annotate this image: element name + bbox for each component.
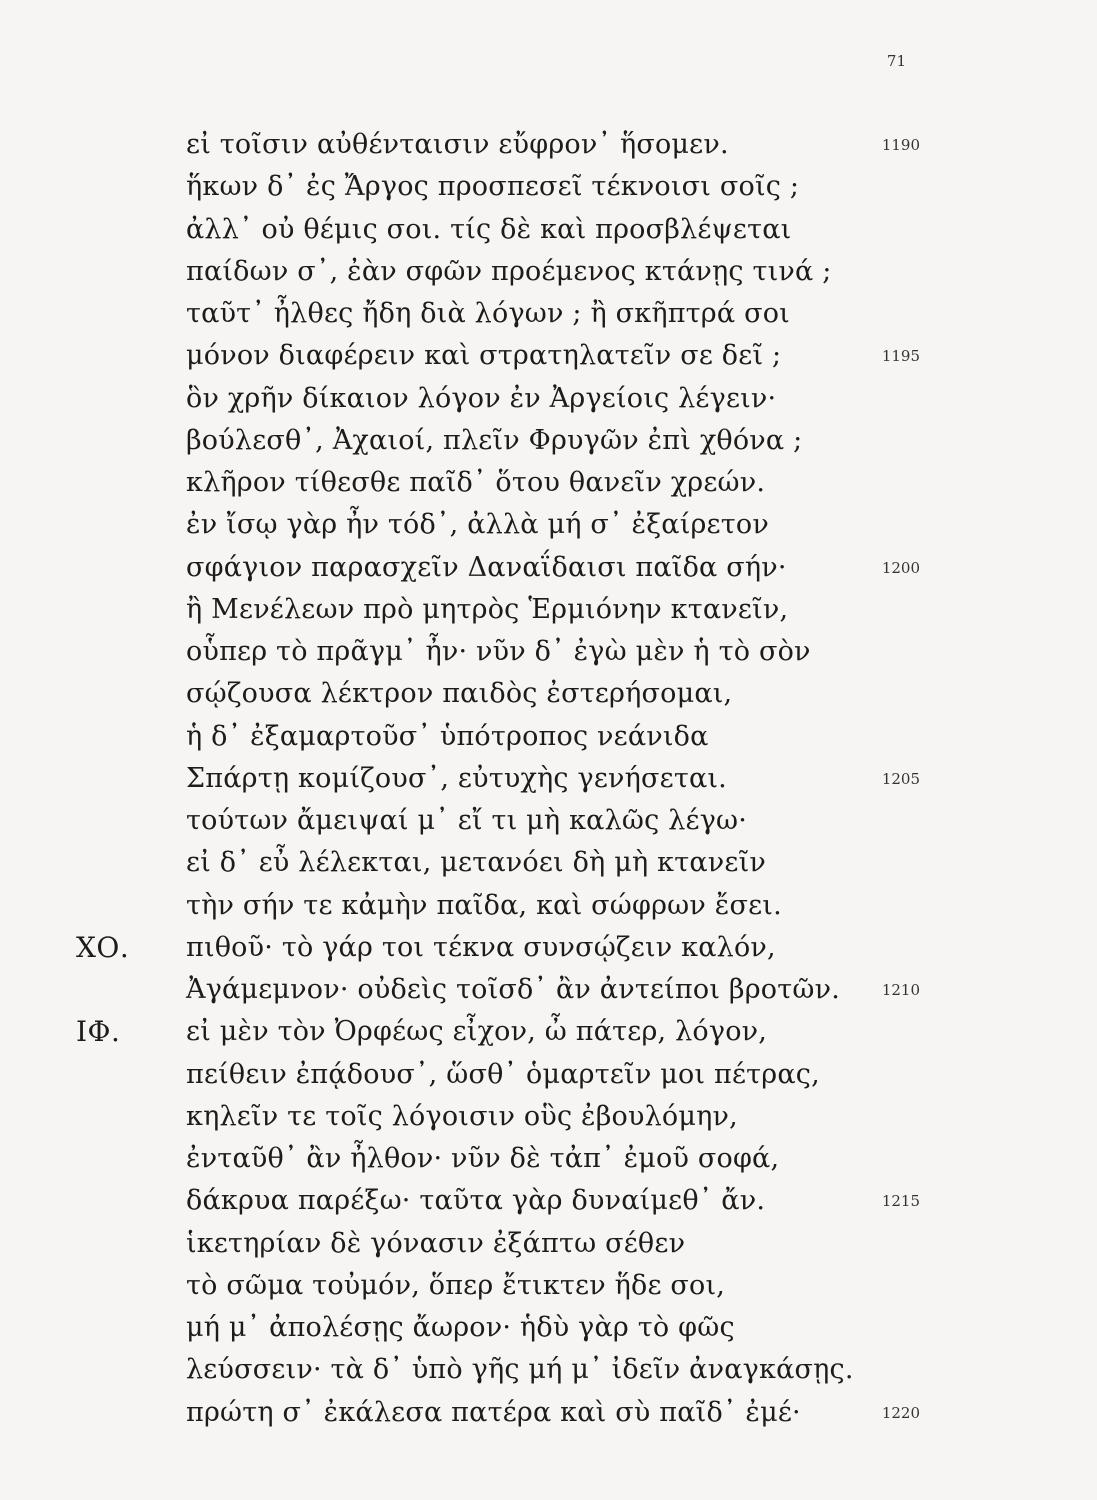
line-number: 1215 xyxy=(881,1192,920,1211)
verse-text: Ἀγάμεμνον· οὐδεὶς τοῖσδ᾽ ἂν ἀντείποι βροτῶν. xyxy=(186,974,840,1005)
verse-text: βούλεσθ᾽, Ἀχαιοί, πλεῖν Φρυγῶν ἐπὶ χθόνα ; xyxy=(186,424,803,456)
verse-line xyxy=(0,927,1097,969)
verse-text: ἐνταῦθ᾽ ἂν ἦλθον· νῦν δὲ τἀπ᾽ ἐμοῦ σοφά, xyxy=(186,1143,780,1174)
verse-line xyxy=(0,251,1097,293)
verse-text: εἰ δ᾽ εὖ λέλεκται, μετανόει δὴ μὴ κτανεῖν xyxy=(186,847,766,879)
verse-line xyxy=(0,1180,1097,1222)
verse-line xyxy=(0,800,1097,842)
verse-text: εἰ τοῖσιν αὐθένταισιν εὔφρον᾽ ἥσομεν. xyxy=(186,129,729,160)
verse-line xyxy=(0,758,1097,800)
verse-line xyxy=(0,504,1097,546)
verse-line xyxy=(0,842,1097,884)
verse-block xyxy=(0,124,1097,1434)
verse-line xyxy=(0,1392,1097,1434)
verse-line xyxy=(0,335,1097,377)
verse-line xyxy=(0,673,1097,715)
verse-line xyxy=(0,166,1097,208)
verse-text: ἥκων δ᾽ ἐς Ἄργος προσπεσεῖ τέκνοισι σοῖς ; xyxy=(186,171,800,203)
verse-line xyxy=(0,378,1097,420)
verse-text: εἰ μὲν τὸν Ὀρφέως εἶχον, ὦ πάτερ, λόγον, xyxy=(186,1016,768,1048)
verse-line xyxy=(0,969,1097,1011)
verse-text: παίδων σ᾽, ἐὰν σφῶν προέμενος κτάνῃς τινά ; xyxy=(186,255,832,287)
verse-text: πρώτη σ᾽ ἐκάλεσα πατέρα καὶ σὺ παῖδ᾽ ἐμέ· xyxy=(186,1396,801,1428)
line-number: 1190 xyxy=(881,136,920,154)
speaker-label: ΙΦ. xyxy=(76,1015,121,1049)
verse-line xyxy=(0,1138,1097,1180)
verse-line xyxy=(0,420,1097,462)
verse-text: πιθοῦ· τὸ γάρ τοι τέκνα συνσῴζειν καλόν, xyxy=(186,931,776,963)
verse-text: σῴζουσα λέκτρον παιδὸς ἐστερήσομαι, xyxy=(186,678,733,710)
line-number: 1220 xyxy=(881,1403,920,1422)
verse-text: οὗπερ τὸ πρᾶγμ᾽ ἦν· νῦν δ᾽ ἐγὼ μὲν ἡ τὸ σὸν xyxy=(186,636,811,667)
verse-text: ἡ δ᾽ ἐξαμαρτοῦσ᾽ ὑπότροπος νεάνιδα xyxy=(186,720,709,752)
verse-line xyxy=(0,1307,1097,1349)
verse-line xyxy=(0,1223,1097,1265)
line-number: 1205 xyxy=(881,769,920,788)
verse-line xyxy=(0,1349,1097,1391)
speaker-label: ΧΟ. xyxy=(76,930,130,964)
verse-line xyxy=(0,124,1097,166)
verse-text: τούτων ἄμειψαί μ᾽ εἴ τι μὴ καλῶς λέγω· xyxy=(186,805,748,836)
verse-text: τὴν σήν τε κἀμὴν παῖδα, καὶ σώφρων ἔσει. xyxy=(186,889,782,921)
verse-text: τὸ σῶμα τοὐμόν, ὅπερ ἔτικτεν ἥδε σοι, xyxy=(186,1269,726,1301)
verse-text: ἀλλ᾽ οὐ θέμις σοι. τίς δὲ καὶ προσβλέψεται xyxy=(186,213,792,245)
verse-line xyxy=(0,885,1097,927)
verse-line xyxy=(0,1096,1097,1138)
verse-line xyxy=(0,462,1097,504)
verse-line xyxy=(0,631,1097,673)
verse-line xyxy=(0,209,1097,251)
verse-text: ἐν ἴσῳ γὰρ ἦν τόδ᾽, ἀλλὰ μή σ᾽ ἐξαίρετον xyxy=(186,509,769,541)
verse-line xyxy=(0,293,1097,335)
verse-line xyxy=(0,547,1097,589)
line-number: 1210 xyxy=(881,981,920,999)
verse-text: μόνον διαφέρειν καὶ στρατηλατεῖν σε δεῖ ; xyxy=(186,340,782,372)
verse-text: ἱκετηρίαν δὲ γόνασιν ἐξάπτω σέθεν xyxy=(186,1227,686,1259)
verse-text: ταῦτ᾽ ἦλθες ἤδη διὰ λόγων ; ἢ σκῆπτρά σοι xyxy=(186,298,790,329)
verse-text: κλῆρον τίθεσθε παῖδ᾽ ὅτου θανεῖν χρεών. xyxy=(186,467,766,498)
verse-text: λεύσσειν· τὰ δ᾽ ὑπὸ γῆς μή μ᾽ ἰδεῖν ἀναγκάσῃς. xyxy=(186,1354,854,1386)
verse-text: Σπάρτῃ κομίζουσ᾽, εὐτυχὴς γενήσεται. xyxy=(186,762,727,794)
verse-line xyxy=(0,1054,1097,1096)
verse-text: κηλεῖν τε τοῖς λόγοισιν οὓς ἐβουλόμην, xyxy=(186,1100,738,1132)
verse-text: μή μ᾽ ἀπολέσῃς ἄωρον· ἡδὺ γὰρ τὸ φῶς xyxy=(186,1312,735,1343)
verse-text: πείθειν ἐπᾴδουσ᾽, ὥσθ᾽ ὁμαρτεῖν μοι πέτρας, xyxy=(186,1058,820,1090)
verse-line xyxy=(0,1011,1097,1053)
verse-line xyxy=(0,1265,1097,1307)
verse-text: σφάγιον παρασχεῖν Δαναΐδαισι παῖδα σήν· xyxy=(186,551,787,583)
verse-text: δάκρυα παρέξω· ταῦτα γὰρ δυναίμεθ᾽ ἄν. xyxy=(186,1185,766,1217)
line-number: 1195 xyxy=(881,347,920,366)
verse-line xyxy=(0,589,1097,631)
verse-text: ἢ Μενέλεων πρὸ μητρὸς Ἑρμιόνην κτανεῖν, xyxy=(186,593,789,625)
line-number: 1200 xyxy=(881,558,920,577)
verse-line xyxy=(0,716,1097,758)
page-number: 71 xyxy=(886,52,906,70)
verse-text: ὃν χρῆν δίκαιον λόγον ἐν Ἀργείοις λέγειν· xyxy=(186,382,777,414)
